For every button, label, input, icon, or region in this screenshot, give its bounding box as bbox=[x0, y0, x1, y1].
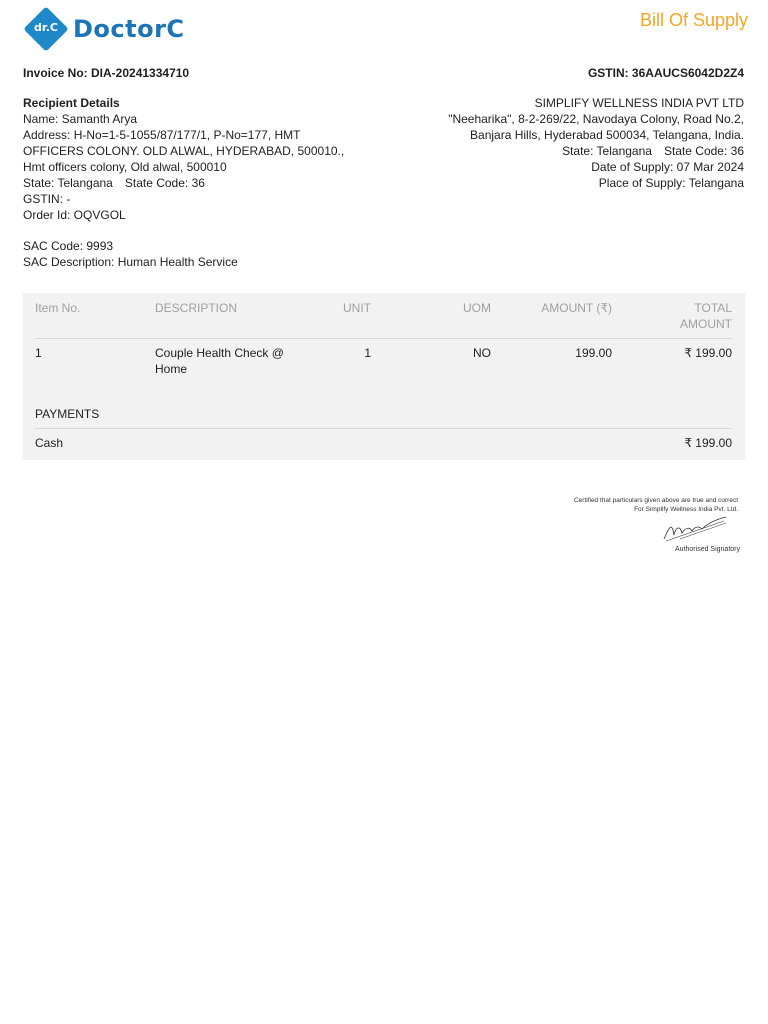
row-total: ₹ 199.00 bbox=[684, 346, 732, 360]
supplier-gstin: GSTIN: 36AAUCS6042D2Z4 bbox=[587, 66, 744, 80]
payment-amount: ₹ 199.00 bbox=[684, 436, 732, 450]
sac-details bbox=[23, 238, 238, 270]
recipient-state: State: Telangana bbox=[23, 176, 113, 190]
supplier-details bbox=[384, 95, 744, 191]
supplier-name: SIMPLIFY WELLNESS INDIA PVT LTD bbox=[534, 96, 744, 110]
items-table bbox=[23, 293, 745, 460]
payments-divider bbox=[35, 428, 732, 429]
row-amount: 199.00 bbox=[575, 346, 612, 360]
for-company-text: For Simplify Wellness India Pvt. Ltd. bbox=[634, 506, 738, 513]
recipient-state-row bbox=[23, 175, 383, 191]
logo-wordmark: DoctorC bbox=[73, 15, 185, 43]
recipient-address-line-1: Address: H-No=1-5-1055/87/177/1, P-No=177, HMT bbox=[23, 128, 301, 142]
supplier-address-line-1: "Neeharika", 8-2-269/22, Navodaya Colony, Road No.2, bbox=[448, 112, 744, 126]
header-amount: AMOUNT (₹) bbox=[541, 301, 612, 315]
table-row bbox=[23, 345, 745, 379]
row-description-line-2: Home bbox=[155, 362, 188, 376]
row-item-no: 1 bbox=[35, 346, 42, 360]
recipient-name: Name: Samanth Arya bbox=[23, 112, 138, 126]
row-unit: 1 bbox=[364, 346, 371, 360]
header-total-line-1: TOTAL bbox=[694, 301, 732, 315]
brand-logo bbox=[23, 6, 185, 52]
header-unit: UNIT bbox=[343, 301, 371, 315]
signature-image bbox=[662, 515, 728, 543]
place-of-supply: Place of Supply: Telangana bbox=[598, 176, 744, 190]
supplier-state: State: Telangana bbox=[562, 144, 652, 158]
recipient-state-code: State Code: 36 bbox=[124, 176, 205, 190]
recipient-heading: Recipient Details bbox=[23, 96, 120, 110]
logo-mark-text: dr.C bbox=[34, 21, 58, 34]
recipient-gstin: GSTIN: - bbox=[23, 192, 71, 206]
row-description-line-1: Couple Health Check @ bbox=[155, 346, 284, 360]
supplier-state-code: State Code: 36 bbox=[663, 144, 744, 158]
header-item-no: Item No. bbox=[35, 301, 81, 315]
row-uom: NO bbox=[473, 346, 491, 360]
sac-code: SAC Code: 9993 bbox=[23, 239, 114, 253]
certified-text: Certified that particulars given above are true and correct bbox=[573, 497, 738, 504]
date-of-supply: Date of Supply: 07 Mar 2024 bbox=[591, 160, 744, 174]
logo-diamond-icon bbox=[23, 6, 69, 52]
recipient-address-line-3: Hmt officers colony, Old alwal, 500010 bbox=[23, 160, 227, 174]
header-total-amount bbox=[632, 300, 732, 332]
header-total-line-2: AMOUNT bbox=[680, 317, 732, 331]
table-header bbox=[23, 300, 745, 338]
certification-note bbox=[478, 496, 738, 514]
header-description: DESCRIPTION bbox=[155, 301, 238, 315]
recipient-address-line-2: OFFICERS COLONY. OLD ALWAL, HYDERABAD, 500010., bbox=[23, 144, 345, 158]
sac-description: SAC Description: Human Health Service bbox=[23, 255, 238, 269]
header-uom: UOM bbox=[463, 301, 491, 315]
order-id: Order Id: OQVGOL bbox=[23, 208, 126, 222]
recipient-details bbox=[23, 95, 383, 223]
payments-heading: PAYMENTS bbox=[35, 407, 100, 421]
document-title: Bill Of Supply bbox=[639, 10, 748, 30]
supplier-address-line-2: Banjara Hills, Hyderabad 500034, Telangana, India. bbox=[470, 128, 744, 142]
authorised-signatory: Authorised Signatory bbox=[675, 546, 740, 553]
payment-method: Cash bbox=[35, 436, 64, 450]
supplier-state-row bbox=[384, 143, 744, 159]
header-divider bbox=[35, 338, 732, 339]
invoice-number: Invoice No: DIA-20241334710 bbox=[23, 66, 190, 80]
